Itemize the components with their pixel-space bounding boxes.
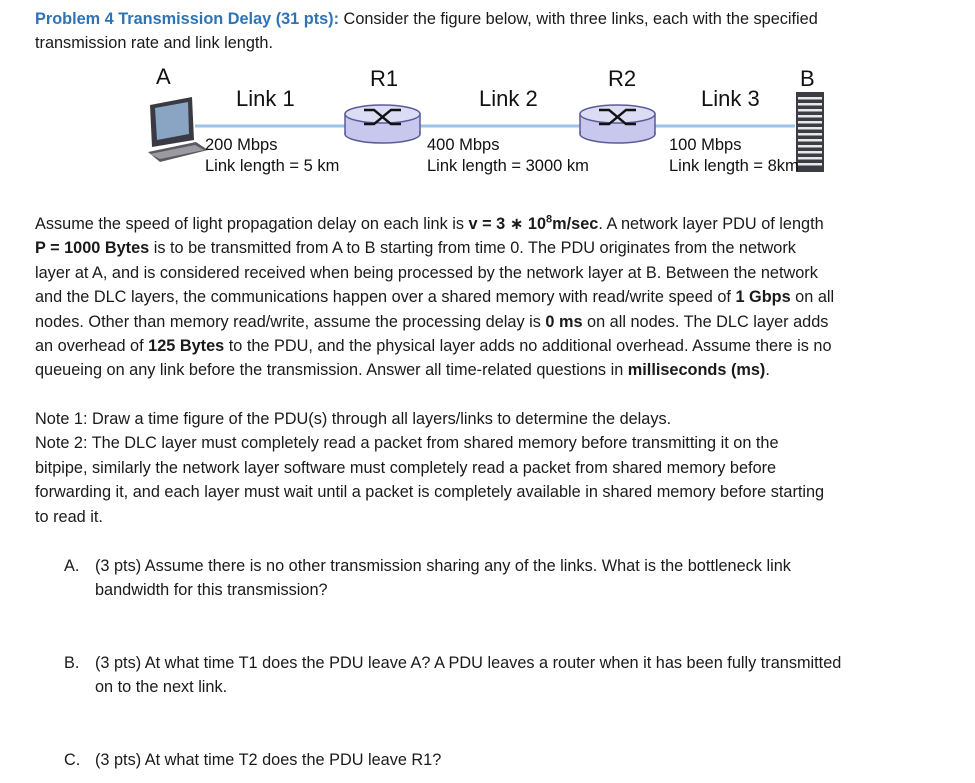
link-3-rate: 100 Mbps (669, 136, 742, 154)
question-a-text: (3 pts) Assume there is no other transmission sharing any of the links. What is the bottleneck link (95, 557, 791, 575)
question-c (64, 748, 441, 772)
link-1-length: Link length = 5 km (205, 157, 340, 175)
question-c-text: (3 pts) At what time T2 does the PDU leave R1? (95, 751, 442, 769)
link-2-rate: 400 Mbps (427, 136, 500, 154)
question-c-label: C. (64, 751, 81, 769)
link-2-details (427, 135, 589, 177)
link-2-length: Link length = 3000 km (427, 157, 589, 175)
note-2: Note 2: The DLC layer must completely read a packet from shared memory before transmitting it on the (35, 434, 779, 453)
router-r2-icon (580, 105, 655, 143)
question-b-text: (3 pts) At what time T1 does the PDU leave A? A PDU leaves a router when it has been fully transmitted (95, 654, 842, 672)
question-a: A. (3 pts) Assume there is no other transmission sharing any of the links. What is the bottleneck link bandwidth for this transmission? (64, 554, 791, 603)
computer-icon (148, 97, 208, 162)
router-r2-label: R2 (608, 66, 637, 91)
note-1: Note 1: Draw a time figure of the PDU(s) through all layers/links to determine the delays. (35, 410, 672, 428)
question-b: B. (3 pts) At what time T1 does the PDU leave A? A PDU leaves a router when it has been fully transmitted on to the next link. (64, 651, 841, 700)
node-b-label: B (800, 66, 815, 91)
link-1-details (205, 135, 339, 177)
server-icon (796, 92, 824, 172)
problem-intro-cont: transmission rate and link length. (35, 34, 274, 53)
link-3-length: Link length = 8km (669, 157, 799, 175)
question-b-label: B. (64, 654, 80, 672)
link-3-details (669, 135, 799, 177)
notes-paragraph: Note 1: Draw a time figure of the PDU(s) through all layers/links to determine the delays. Note 2: The DLC layer must completely read a packet from shared memory before transmitting it on the bitpipe, similarly the network layer software must completely read a packet from shared memory before forwarding it, and each layer must wait until a packet is completely available in shared memory before starting to read it. (35, 407, 940, 529)
assumptions-paragraph: Assume the speed of light propagation delay on each link is v = 3 ∗ $10^8m/\sec$. A network layer PDU of length P = 1000 Bytes is to be transmitted from A to B starting from time 0. The PDU originates from the network layer at A, and is considered received when being processed by the network layer at B. Between the network and the DLC layers, the communications happen over a shared memory with read/write speed of 1 Gbps on all nodes. Other than memory read/write, assume the processing delay is 0 ms on all nodes. The DLC layer adds an overhead of 125 Bytes to the PDU, and the physical layer adds no additional overhead. Assume there is no queueing on any link before the transmission. Answer all time-related questions in milliseconds (ms). (35, 213, 835, 380)
node-a-label: A (156, 64, 171, 89)
problem-intro: Consider the figure below, with three links, each with the specified (339, 10, 818, 28)
link-1-label: Link 1 (236, 86, 295, 111)
link-3-label: Link 3 (701, 86, 760, 111)
question-a-label: A. (64, 557, 80, 575)
router-r1-icon (345, 105, 420, 143)
problem-title: Problem 4 Transmission Delay (31 pts): (35, 10, 340, 28)
router-r1-label: R1 (370, 66, 399, 91)
link-2-label: Link 2 (479, 86, 538, 111)
link-1-rate: 200 Mbps (205, 136, 278, 154)
